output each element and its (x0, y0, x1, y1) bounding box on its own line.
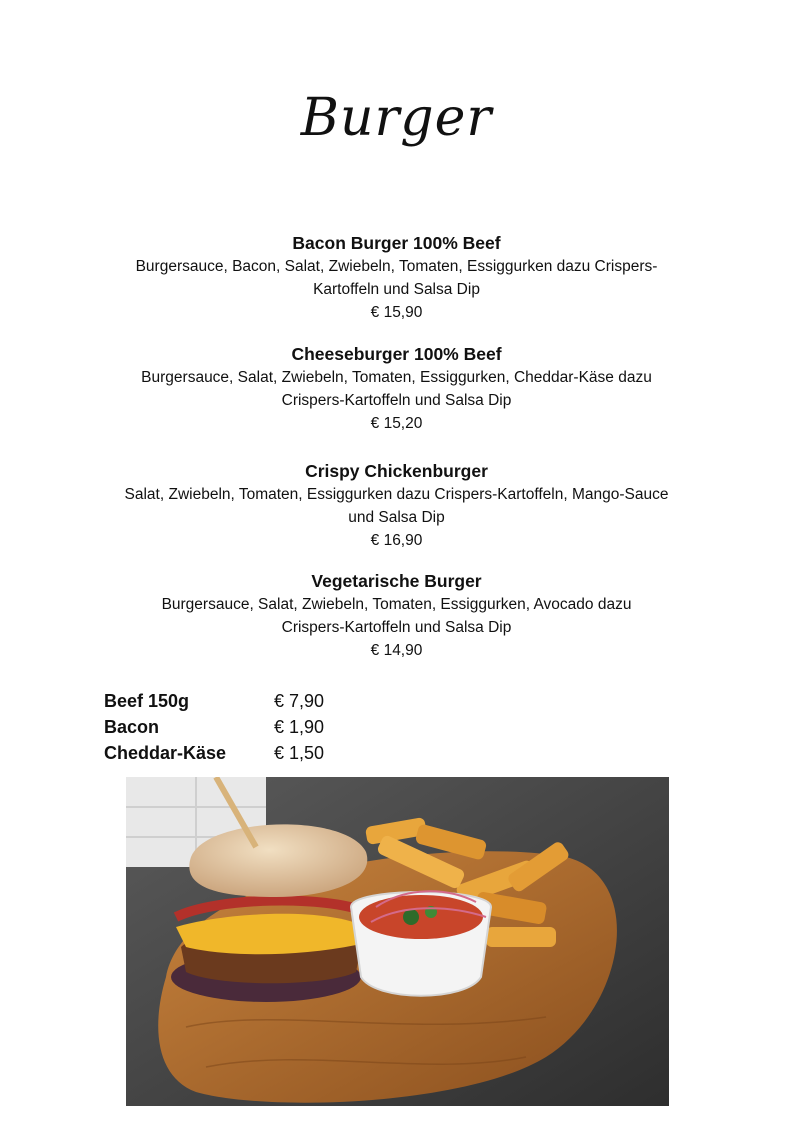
menu-item-price: € 14,90 (370, 642, 423, 659)
menu-item-bacon-burger (80, 231, 713, 324)
menu-item-name: Crispy Chickenburger (305, 461, 488, 481)
menu-item-name: Bacon Burger 100% Beef (292, 233, 501, 253)
menu-item-price: € 15,20 (370, 415, 423, 432)
extras-list (104, 688, 324, 766)
menu-item-description: Crispers-Kartoffeln und Salsa Dip (281, 619, 512, 636)
menu-item-chickenburger (80, 459, 713, 552)
extra-price: € 1,50 (274, 742, 325, 763)
menu-item-name: Vegetarische Burger (311, 571, 482, 591)
extra-row (104, 714, 324, 740)
menu-item-price: € 16,90 (370, 532, 423, 549)
menu-item-description: Burgersauce, Bacon, Salat, Zwiebeln, Tomaten, Essiggurken dazu Crispers- (135, 258, 658, 275)
page-title: Burger (300, 88, 493, 148)
menu-item-description: Salat, Zwiebeln, Tomaten, Essiggurken dazu Crispers-Kartoffeln, Mango-Sauce (124, 486, 669, 503)
extra-price: € 1,90 (274, 716, 325, 737)
menu-item-description: und Salsa Dip (348, 509, 445, 526)
extra-name: Bacon (104, 716, 160, 737)
extra-name: Beef 150g (104, 690, 190, 711)
burger-photo (126, 777, 669, 1106)
menu-item-description: Burgersauce, Salat, Zwiebeln, Tomaten, Essiggurken, Cheddar-Käse dazu (141, 369, 652, 386)
extra-price: € 7,90 (274, 690, 325, 711)
menu-item-vegetarian-burger (80, 569, 713, 662)
extra-name: Cheddar-Käse (104, 742, 227, 763)
menu-item-description: Crispers-Kartoffeln und Salsa Dip (281, 392, 512, 409)
menu-item-description: Kartoffeln und Salsa Dip (313, 281, 480, 298)
menu-item-description: Burgersauce, Salat, Zwiebeln, Tomaten, Essiggurken, Avocado dazu (161, 596, 632, 613)
extra-row (104, 740, 324, 766)
menu-item-name: Cheeseburger 100% Beef (291, 344, 502, 364)
menu-item-cheeseburger (80, 342, 713, 435)
extra-row (104, 688, 324, 714)
menu-item-price: € 15,90 (370, 304, 423, 321)
salsa-dip-bowl (351, 891, 491, 995)
